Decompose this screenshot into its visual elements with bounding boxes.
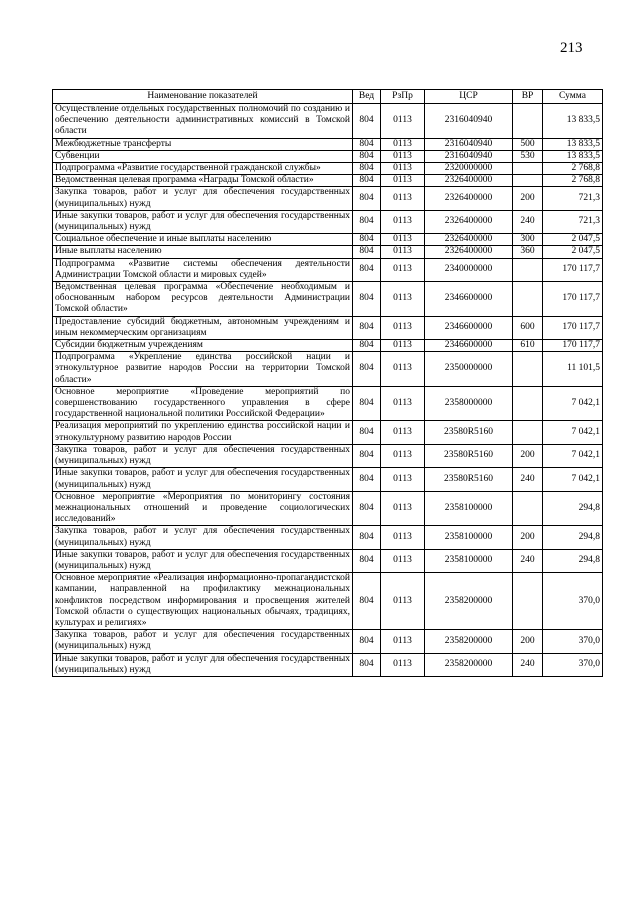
cell-csr: 2346600000 <box>425 340 513 352</box>
cell-rzpr: 0113 <box>381 491 425 526</box>
cell-vr <box>513 282 543 317</box>
cell-sum: 294,8 <box>543 491 603 526</box>
cell-name: Осуществление отдельных государственных полномочий по созданию и обеспечению деятельности административных комиссий в Томской области <box>53 104 353 139</box>
cell-name: Закупка товаров, работ и услуг для обеспечения государственных (муниципальных) нужд <box>53 187 353 210</box>
cell-csr: 23580R5160 <box>425 468 513 491</box>
cell-csr: 2316040940 <box>425 138 513 150</box>
cell-sum: 13 833,5 <box>543 138 603 150</box>
cell-csr: 2320000000 <box>425 163 513 175</box>
cell-rzpr: 0113 <box>381 421 425 444</box>
cell-vr <box>513 175 543 187</box>
cell-sum: 170 117,7 <box>543 258 603 281</box>
cell-vr <box>513 491 543 526</box>
cell-csr: 2350000000 <box>425 352 513 387</box>
cell-csr: 2358200000 <box>425 630 513 653</box>
cell-rzpr: 0113 <box>381 138 425 150</box>
cell-rzpr: 0113 <box>381 282 425 317</box>
table-row <box>53 386 603 421</box>
cell-ved: 804 <box>353 258 381 281</box>
table-row <box>53 187 603 210</box>
cell-ved: 804 <box>353 163 381 175</box>
cell-sum: 294,8 <box>543 526 603 549</box>
header-ved: Вед <box>353 90 381 104</box>
cell-ved: 804 <box>353 444 381 467</box>
cell-name: Субсидии бюджетным учреждениям <box>53 340 353 352</box>
cell-vr <box>513 573 543 630</box>
table-row <box>53 210 603 233</box>
cell-rzpr: 0113 <box>381 104 425 139</box>
cell-csr: 2346600000 <box>425 316 513 339</box>
cell-ved: 804 <box>353 104 381 139</box>
cell-rzpr: 0113 <box>381 175 425 187</box>
cell-name: Закупка товаров, работ и услуг для обеспечения государственных (муниципальных) нужд <box>53 630 353 653</box>
cell-ved: 804 <box>353 491 381 526</box>
cell-vr <box>513 352 543 387</box>
cell-ved: 804 <box>353 246 381 258</box>
cell-sum: 370,0 <box>543 573 603 630</box>
cell-vr <box>513 104 543 139</box>
cell-rzpr: 0113 <box>381 258 425 281</box>
cell-name: Основное мероприятие «Мероприятия по мониторингу состояния межнациональных отношений и проведение социологических исследований» <box>53 491 353 526</box>
cell-name: Основное мероприятие «Реализация информационно-пропагандистской кампании, направленной на профилактику межнациональных конфликтов посредством информирования и просвещения жителей Томской области о существующих национальных обычаях, традициях, культурах и религиях» <box>53 573 353 630</box>
cell-ved: 804 <box>353 282 381 317</box>
cell-ved: 804 <box>353 573 381 630</box>
cell-rzpr: 0113 <box>381 386 425 421</box>
cell-vr: 600 <box>513 316 543 339</box>
cell-sum: 170 117,7 <box>543 316 603 339</box>
table-row <box>53 526 603 549</box>
cell-ved: 804 <box>353 653 381 676</box>
table-body <box>53 104 603 677</box>
cell-sum: 2 047,5 <box>543 246 603 258</box>
cell-vr: 200 <box>513 630 543 653</box>
cell-sum: 294,8 <box>543 549 603 572</box>
cell-name: Основное мероприятие «Проведение мероприятий по совершенствованию государственного управления в сфере государственной национальной политики Российской Федерации» <box>53 386 353 421</box>
cell-rzpr: 0113 <box>381 316 425 339</box>
cell-csr: 2346600000 <box>425 282 513 317</box>
cell-vr: 240 <box>513 468 543 491</box>
cell-vr: 360 <box>513 246 543 258</box>
header-sum: Сумма <box>543 90 603 104</box>
cell-name: Закупка товаров, работ и услуг для обеспечения государственных (муниципальных) нужд <box>53 526 353 549</box>
cell-rzpr: 0113 <box>381 444 425 467</box>
cell-vr: 530 <box>513 150 543 162</box>
table-row <box>53 352 603 387</box>
table-header-row <box>53 90 603 104</box>
cell-csr: 2326400000 <box>425 246 513 258</box>
cell-csr: 2358200000 <box>425 573 513 630</box>
cell-sum: 721,3 <box>543 187 603 210</box>
cell-vr: 200 <box>513 444 543 467</box>
cell-name: Подпрограмма «Развитие государственной гражданской службы» <box>53 163 353 175</box>
cell-name: Ведомственная целевая программа «Обеспечение необходимым и обоснованным набором ресурсов деятельности Администрации Томской области» <box>53 282 353 317</box>
budget-table <box>52 89 603 677</box>
cell-vr <box>513 386 543 421</box>
cell-name: Реализация мероприятий по укреплению единства российской нации и этнокультурному развитию народов России <box>53 421 353 444</box>
table-row <box>53 573 603 630</box>
cell-sum: 2 768,8 <box>543 175 603 187</box>
cell-name: Закупка товаров, работ и услуг для обеспечения государственных (муниципальных) нужд <box>53 444 353 467</box>
cell-csr: 2326400000 <box>425 187 513 210</box>
cell-ved: 804 <box>353 421 381 444</box>
cell-vr: 200 <box>513 187 543 210</box>
table-row <box>53 234 603 246</box>
cell-sum: 11 101,5 <box>543 352 603 387</box>
cell-rzpr: 0113 <box>381 352 425 387</box>
cell-sum: 13 833,5 <box>543 150 603 162</box>
cell-ved: 804 <box>353 526 381 549</box>
cell-vr <box>513 258 543 281</box>
cell-sum: 7 042,1 <box>543 386 603 421</box>
cell-rzpr: 0113 <box>381 163 425 175</box>
cell-vr: 240 <box>513 210 543 233</box>
cell-ved: 804 <box>353 549 381 572</box>
cell-ved: 804 <box>353 175 381 187</box>
cell-csr: 2358200000 <box>425 653 513 676</box>
cell-ved: 804 <box>353 138 381 150</box>
cell-ved: 804 <box>353 150 381 162</box>
cell-rzpr: 0113 <box>381 630 425 653</box>
cell-name: Иные закупки товаров, работ и услуг для обеспечения государственных (муниципальных) нужд <box>53 653 353 676</box>
cell-csr: 2326400000 <box>425 234 513 246</box>
cell-name: Ведомственная целевая программа «Награды Томской области» <box>53 175 353 187</box>
table-row <box>53 468 603 491</box>
cell-sum: 370,0 <box>543 653 603 676</box>
table-row <box>53 316 603 339</box>
cell-rzpr: 0113 <box>381 526 425 549</box>
table-row <box>53 150 603 162</box>
cell-ved: 804 <box>353 352 381 387</box>
cell-csr: 2340000000 <box>425 258 513 281</box>
cell-csr: 2326400000 <box>425 175 513 187</box>
cell-ved: 804 <box>353 316 381 339</box>
cell-name: Иные закупки товаров, работ и услуг для обеспечения государственных (муниципальных) нужд <box>53 210 353 233</box>
cell-rzpr: 0113 <box>381 549 425 572</box>
cell-name: Иные закупки товаров, работ и услуг для обеспечения государственных (муниципальных) нужд <box>53 468 353 491</box>
cell-csr: 2358100000 <box>425 549 513 572</box>
header-rzpr: РзПр <box>381 90 425 104</box>
cell-rzpr: 0113 <box>381 340 425 352</box>
cell-sum: 170 117,7 <box>543 282 603 317</box>
cell-name: Подпрограмма «Укрепление единства российской нации и этнокультурное развитие народов России на территории Томской области» <box>53 352 353 387</box>
cell-csr: 2316040940 <box>425 150 513 162</box>
table-row <box>53 258 603 281</box>
cell-name: Иные закупки товаров, работ и услуг для обеспечения государственных (муниципальных) нужд <box>53 549 353 572</box>
cell-csr: 2358100000 <box>425 491 513 526</box>
table-row <box>53 444 603 467</box>
cell-ved: 804 <box>353 187 381 210</box>
cell-rzpr: 0113 <box>381 573 425 630</box>
cell-ved: 804 <box>353 468 381 491</box>
cell-csr: 2326400000 <box>425 210 513 233</box>
cell-rzpr: 0113 <box>381 210 425 233</box>
cell-vr: 610 <box>513 340 543 352</box>
cell-name: Межбюджетные трансферты <box>53 138 353 150</box>
header-csr: ЦСР <box>425 90 513 104</box>
cell-ved: 804 <box>353 630 381 653</box>
table-row <box>53 421 603 444</box>
table-row <box>53 104 603 139</box>
cell-vr: 240 <box>513 653 543 676</box>
cell-csr: 23580R5160 <box>425 421 513 444</box>
table-row <box>53 340 603 352</box>
cell-rzpr: 0113 <box>381 653 425 676</box>
cell-sum: 7 042,1 <box>543 468 603 491</box>
cell-ved: 804 <box>353 234 381 246</box>
cell-csr: 2358100000 <box>425 526 513 549</box>
cell-vr: 300 <box>513 234 543 246</box>
cell-rzpr: 0113 <box>381 234 425 246</box>
cell-rzpr: 0113 <box>381 150 425 162</box>
table-row <box>53 246 603 258</box>
table-row <box>53 175 603 187</box>
cell-sum: 721,3 <box>543 210 603 233</box>
cell-vr: 500 <box>513 138 543 150</box>
cell-rzpr: 0113 <box>381 468 425 491</box>
cell-name: Предоставление субсидий бюджетным, автономным учреждениям и иным некоммерческим организациям <box>53 316 353 339</box>
cell-csr: 23580R5160 <box>425 444 513 467</box>
cell-name: Иные выплаты населению <box>53 246 353 258</box>
cell-sum: 170 117,7 <box>543 340 603 352</box>
table-row <box>53 138 603 150</box>
cell-name: Подпрограмма «Развитие системы обеспечения деятельности Администрации Томской области и мировых судей» <box>53 258 353 281</box>
cell-csr: 2358000000 <box>425 386 513 421</box>
table-row <box>53 491 603 526</box>
cell-sum: 370,0 <box>543 630 603 653</box>
cell-vr <box>513 421 543 444</box>
cell-ved: 804 <box>353 210 381 233</box>
cell-name: Субвенции <box>53 150 353 162</box>
cell-sum: 2 047,5 <box>543 234 603 246</box>
table-row <box>53 630 603 653</box>
cell-vr: 200 <box>513 526 543 549</box>
table-row <box>53 163 603 175</box>
cell-ved: 804 <box>353 386 381 421</box>
table-row <box>53 282 603 317</box>
cell-vr <box>513 163 543 175</box>
header-vr: ВР <box>513 90 543 104</box>
header-name: Наименование показателей <box>53 90 353 104</box>
cell-rzpr: 0113 <box>381 246 425 258</box>
cell-sum: 7 042,1 <box>543 444 603 467</box>
cell-csr: 2316040940 <box>425 104 513 139</box>
table-row <box>53 653 603 676</box>
cell-ved: 804 <box>353 340 381 352</box>
cell-sum: 7 042,1 <box>543 421 603 444</box>
cell-vr: 240 <box>513 549 543 572</box>
cell-sum: 2 768,8 <box>543 163 603 175</box>
cell-name: Социальное обеспечение и иные выплаты населению <box>53 234 353 246</box>
page-number: 213 <box>560 40 583 56</box>
cell-rzpr: 0113 <box>381 187 425 210</box>
cell-sum: 13 833,5 <box>543 104 603 139</box>
table-row <box>53 549 603 572</box>
